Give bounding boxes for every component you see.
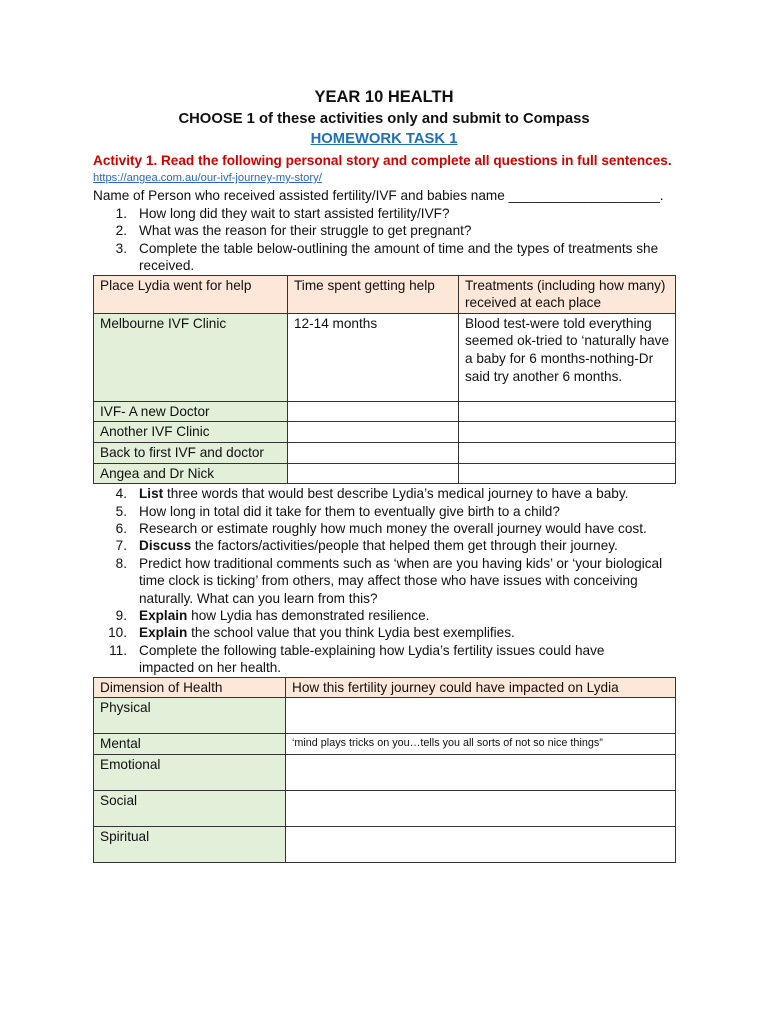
page-subtitle: CHOOSE 1 of these activities only and submit to Compass xyxy=(178,111,590,127)
table-row xyxy=(94,698,676,734)
question-text: Complete the following table-explaining how Lydia’s fertility issues could have impacted on her health. xyxy=(139,642,605,676)
impact-cell[interactable] xyxy=(286,790,676,826)
table-row xyxy=(94,754,676,790)
table-row xyxy=(94,790,676,826)
table-row xyxy=(94,826,676,862)
table-row xyxy=(94,313,676,401)
table-header-row xyxy=(94,677,676,698)
treatments-cell[interactable] xyxy=(459,443,676,464)
story-link[interactable]: https://angea.com.au/our-ivf-journey-my-story/ xyxy=(93,172,322,184)
treatment-table xyxy=(93,275,676,485)
impact-cell[interactable] xyxy=(286,826,676,862)
activity-instruction: Activity 1. Read the following personal story and complete all questions in full sentences. xyxy=(93,153,672,168)
table-header-row xyxy=(94,275,676,313)
question-item xyxy=(93,222,675,239)
impact-cell[interactable] xyxy=(286,698,676,734)
question-list-part1 xyxy=(93,205,675,275)
dimension-cell: Spiritual xyxy=(94,826,286,862)
question-item xyxy=(93,205,675,222)
question-keyword: List xyxy=(139,486,164,502)
task-heading: HOMEWORK TASK 1 xyxy=(310,131,458,147)
table-row xyxy=(94,463,676,484)
treatments-cell[interactable] xyxy=(459,463,676,484)
table-header-cell: Place Lydia went for help xyxy=(94,275,288,313)
question-item xyxy=(93,624,675,641)
table-row xyxy=(94,401,676,422)
question-item xyxy=(93,485,675,502)
question-number: 4. xyxy=(115,486,127,502)
time-cell[interactable]: 12-14 months xyxy=(288,313,459,401)
health-dimension-table xyxy=(93,677,676,863)
question-number: 5. xyxy=(115,503,127,519)
question-item xyxy=(93,555,675,607)
impact-cell[interactable]: ‘mind plays tricks on you…tells you all sorts of not so nice things” xyxy=(286,734,676,755)
place-cell: Another IVF Clinic xyxy=(94,422,288,443)
time-cell[interactable] xyxy=(288,422,459,443)
table-header-cell: Time spent getting help xyxy=(288,275,459,313)
question-number: 8. xyxy=(115,555,127,571)
question-list-part2 xyxy=(93,485,675,676)
table-row xyxy=(94,422,676,443)
question-number: 11. xyxy=(109,642,127,658)
question-number: 2. xyxy=(115,223,127,239)
question-item xyxy=(93,240,675,275)
place-cell: Melbourne IVF Clinic xyxy=(94,313,288,401)
time-cell[interactable] xyxy=(288,401,459,422)
question-number: 3. xyxy=(115,240,127,256)
question-number: 6. xyxy=(115,521,127,536)
question-text: the factors/activities/people that helped them get through their journey. xyxy=(191,538,618,554)
place-cell: IVF- A new Doctor xyxy=(94,401,288,422)
question-text: How long did they wait to start assisted fertility/IVF? xyxy=(139,206,450,221)
question-item xyxy=(93,503,675,520)
name-prompt: Name of Person who received assisted fertility/IVF and babies name ____________________. xyxy=(93,188,664,203)
question-text: Predict how traditional comments such as ‘when are you having kids’ or ‘your biological time clock is ticking’ from others, may affect those who have issues with conceiving naturally. What can you learn from this? xyxy=(139,555,663,606)
table-header-cell: How this fertility journey could have impacted on Lydia xyxy=(286,677,676,698)
treatments-cell[interactable] xyxy=(459,422,676,443)
document-content xyxy=(93,88,675,863)
question-item xyxy=(93,520,675,537)
question-keyword: Explain xyxy=(139,608,188,624)
time-cell[interactable] xyxy=(288,463,459,484)
impact-cell[interactable] xyxy=(286,754,676,790)
question-text: How long in total did it take for them to eventually give birth to a child? xyxy=(139,503,560,519)
time-cell[interactable] xyxy=(288,443,459,464)
treatments-cell[interactable] xyxy=(459,401,676,422)
question-item xyxy=(93,607,675,624)
question-text: the school value that you think Lydia best exemplifies. xyxy=(187,625,515,641)
dimension-cell: Physical xyxy=(94,698,286,734)
question-text: how Lydia has demonstrated resilience. xyxy=(187,608,430,624)
table-row xyxy=(94,734,676,755)
question-number: 7. xyxy=(115,538,127,554)
question-text: Complete the table below-outlining the amount of time and the types of treatments she received. xyxy=(139,240,659,274)
question-item xyxy=(93,642,675,677)
page-title: YEAR 10 HEALTH xyxy=(314,88,454,106)
question-number: 9. xyxy=(115,608,127,624)
place-cell: Back to first IVF and doctor xyxy=(94,443,288,464)
question-item xyxy=(93,537,675,554)
question-keyword: Explain xyxy=(139,625,188,641)
place-cell: Angea and Dr Nick xyxy=(94,463,288,484)
treatments-cell[interactable]: Blood test-were told everything seemed ok-tried to ‘naturally have a baby for 6 months-nothing-Dr said try another 6 months. xyxy=(459,313,676,401)
question-text: What was the reason for their struggle to get pregnant? xyxy=(139,223,472,239)
dimension-cell: Mental xyxy=(94,734,286,755)
dimension-cell: Emotional xyxy=(94,754,286,790)
table-header-cell: Dimension of Health xyxy=(94,677,286,698)
question-keyword: Discuss xyxy=(139,538,192,554)
question-number: 10. xyxy=(108,625,127,641)
question-number: 1. xyxy=(115,206,127,221)
table-row xyxy=(94,443,676,464)
question-text: Research or estimate roughly how much money the overall journey would have cost. xyxy=(139,521,647,536)
question-text: three words that would best describe Lydia’s medical journey to have a baby. xyxy=(163,486,629,502)
table-header-cell: Treatments (including how many) received at each place xyxy=(459,275,676,313)
dimension-cell: Social xyxy=(94,790,286,826)
